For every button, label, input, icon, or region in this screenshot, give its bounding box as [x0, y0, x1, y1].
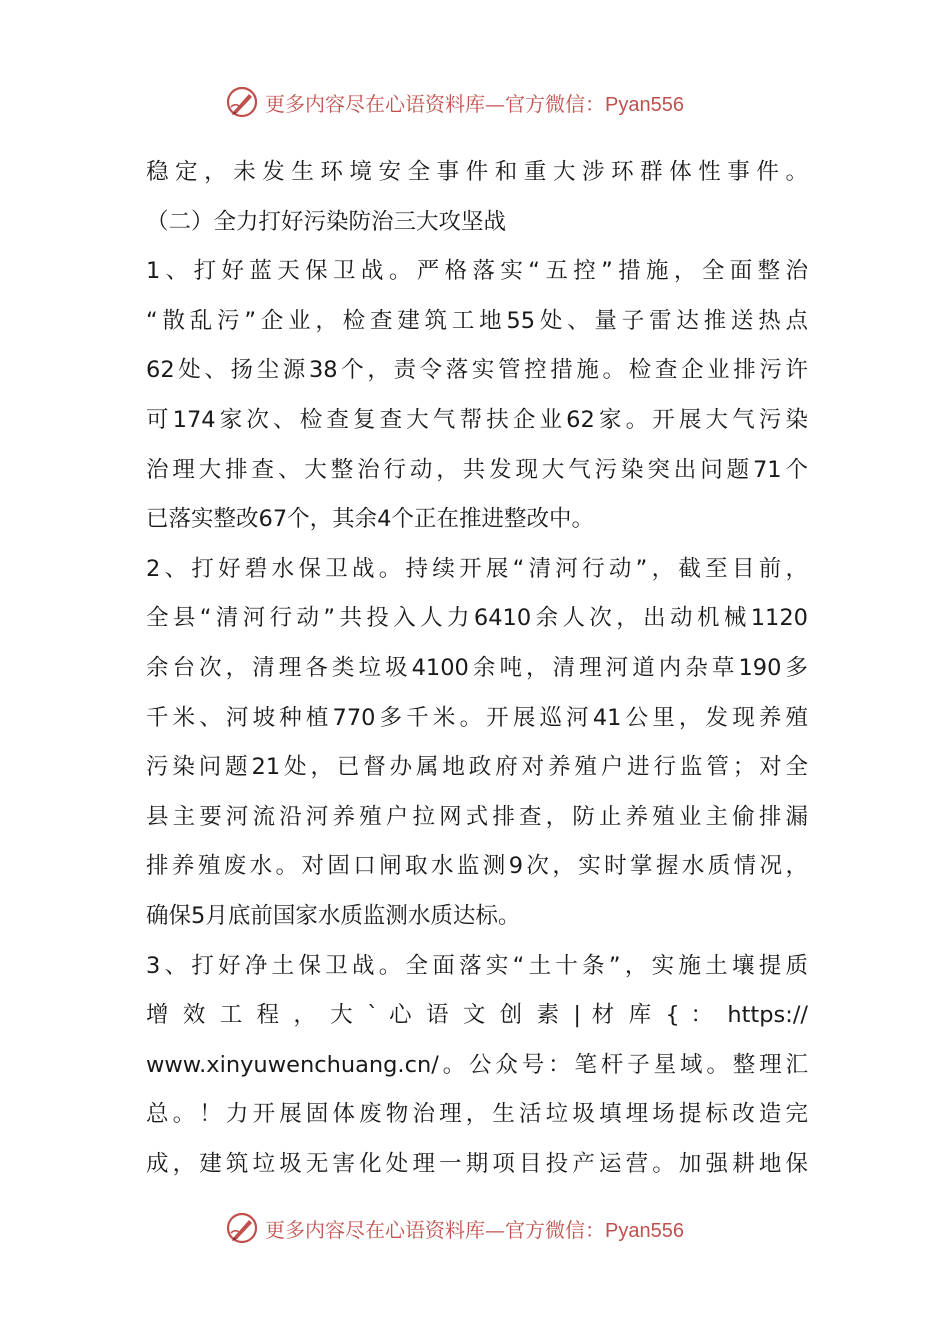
text-line: 1、打好蓝天保卫战。严格落实“五控”措施，全面整治 [146, 258, 808, 285]
footer-banner-text: 更多内容尽在心语资料库—官方微信：Pyan556 [265, 1217, 684, 1242]
header-banner [225, 82, 684, 122]
text-line: 已落实整改67个，其余4个正在推进整改中。 [146, 506, 594, 533]
footer-banner [225, 1208, 684, 1248]
text-line: 污染问题21处，已督办属地政府对养殖户进行监管；对全 [146, 754, 808, 781]
text-line: www.xinyuwenchuang.cn/。公众号：笔杆子星域。整理汇 [146, 1051, 808, 1078]
text-line: 稳定，未发生环境安全事件和重大涉环群体性事件。 [146, 159, 808, 185]
text-line: 确保5月底前国家水质监测水质达标。 [146, 902, 521, 929]
pen-logo-icon [225, 1211, 259, 1245]
text-line: 增 效 工 程 ， 大 ` 心 语 文 创 素 | 材 库 { ： https:// [146, 1002, 808, 1029]
text-line: 治理大排查、大整治行动，共发现大气污染突出问题71个 [146, 456, 808, 483]
text-line: 可174家次、检查复查大气帮扶企业62家。开展大气污染 [146, 406, 808, 433]
section-heading: （二）全力打好污染防治三大攻坚战 [146, 208, 507, 235]
text-line: 余台次，清理各类垃圾4100余吨，清理河道内杂草190多 [146, 654, 808, 681]
text-line: 3、打好净土保卫战。全面落实“土十条”，实施土壤提质 [146, 952, 808, 979]
text-line: 排养殖废水。对固口闸取水监测9次，实时掌握水质情况， [146, 853, 808, 880]
text-line: 2、打好碧水保卫战。持续开展“清河行动”，截至目前， [146, 555, 808, 582]
text-line: “散乱污”企业，检查建筑工地55处、量子雷达推送热点 [146, 307, 808, 334]
text-line: 全县“清河行动”共投入人力6410余人次，出动机械1120 [146, 605, 808, 632]
header-banner-text: 更多内容尽在心语资料库—官方微信：Pyan556 [265, 91, 684, 116]
document-body [146, 148, 808, 1189]
text-line: 总。！力开展固体废物治理，生活垃圾填埋场提标改造完 [146, 1101, 808, 1128]
pen-logo-icon [225, 85, 259, 119]
text-line: 县主要河流沿河养殖户拉网式排查，防止养殖业主偷排漏 [146, 803, 808, 830]
text-line: 62处、扬尘源38个，责令落实管控措施。检查企业排污许 [146, 357, 808, 384]
text-line: 成，建筑垃圾无害化处理一期项目投产运营。加强耕地保 [146, 1150, 808, 1177]
text-line: 千米、河坡种植770多千米。开展巡河41公里，发现养殖 [146, 704, 808, 731]
